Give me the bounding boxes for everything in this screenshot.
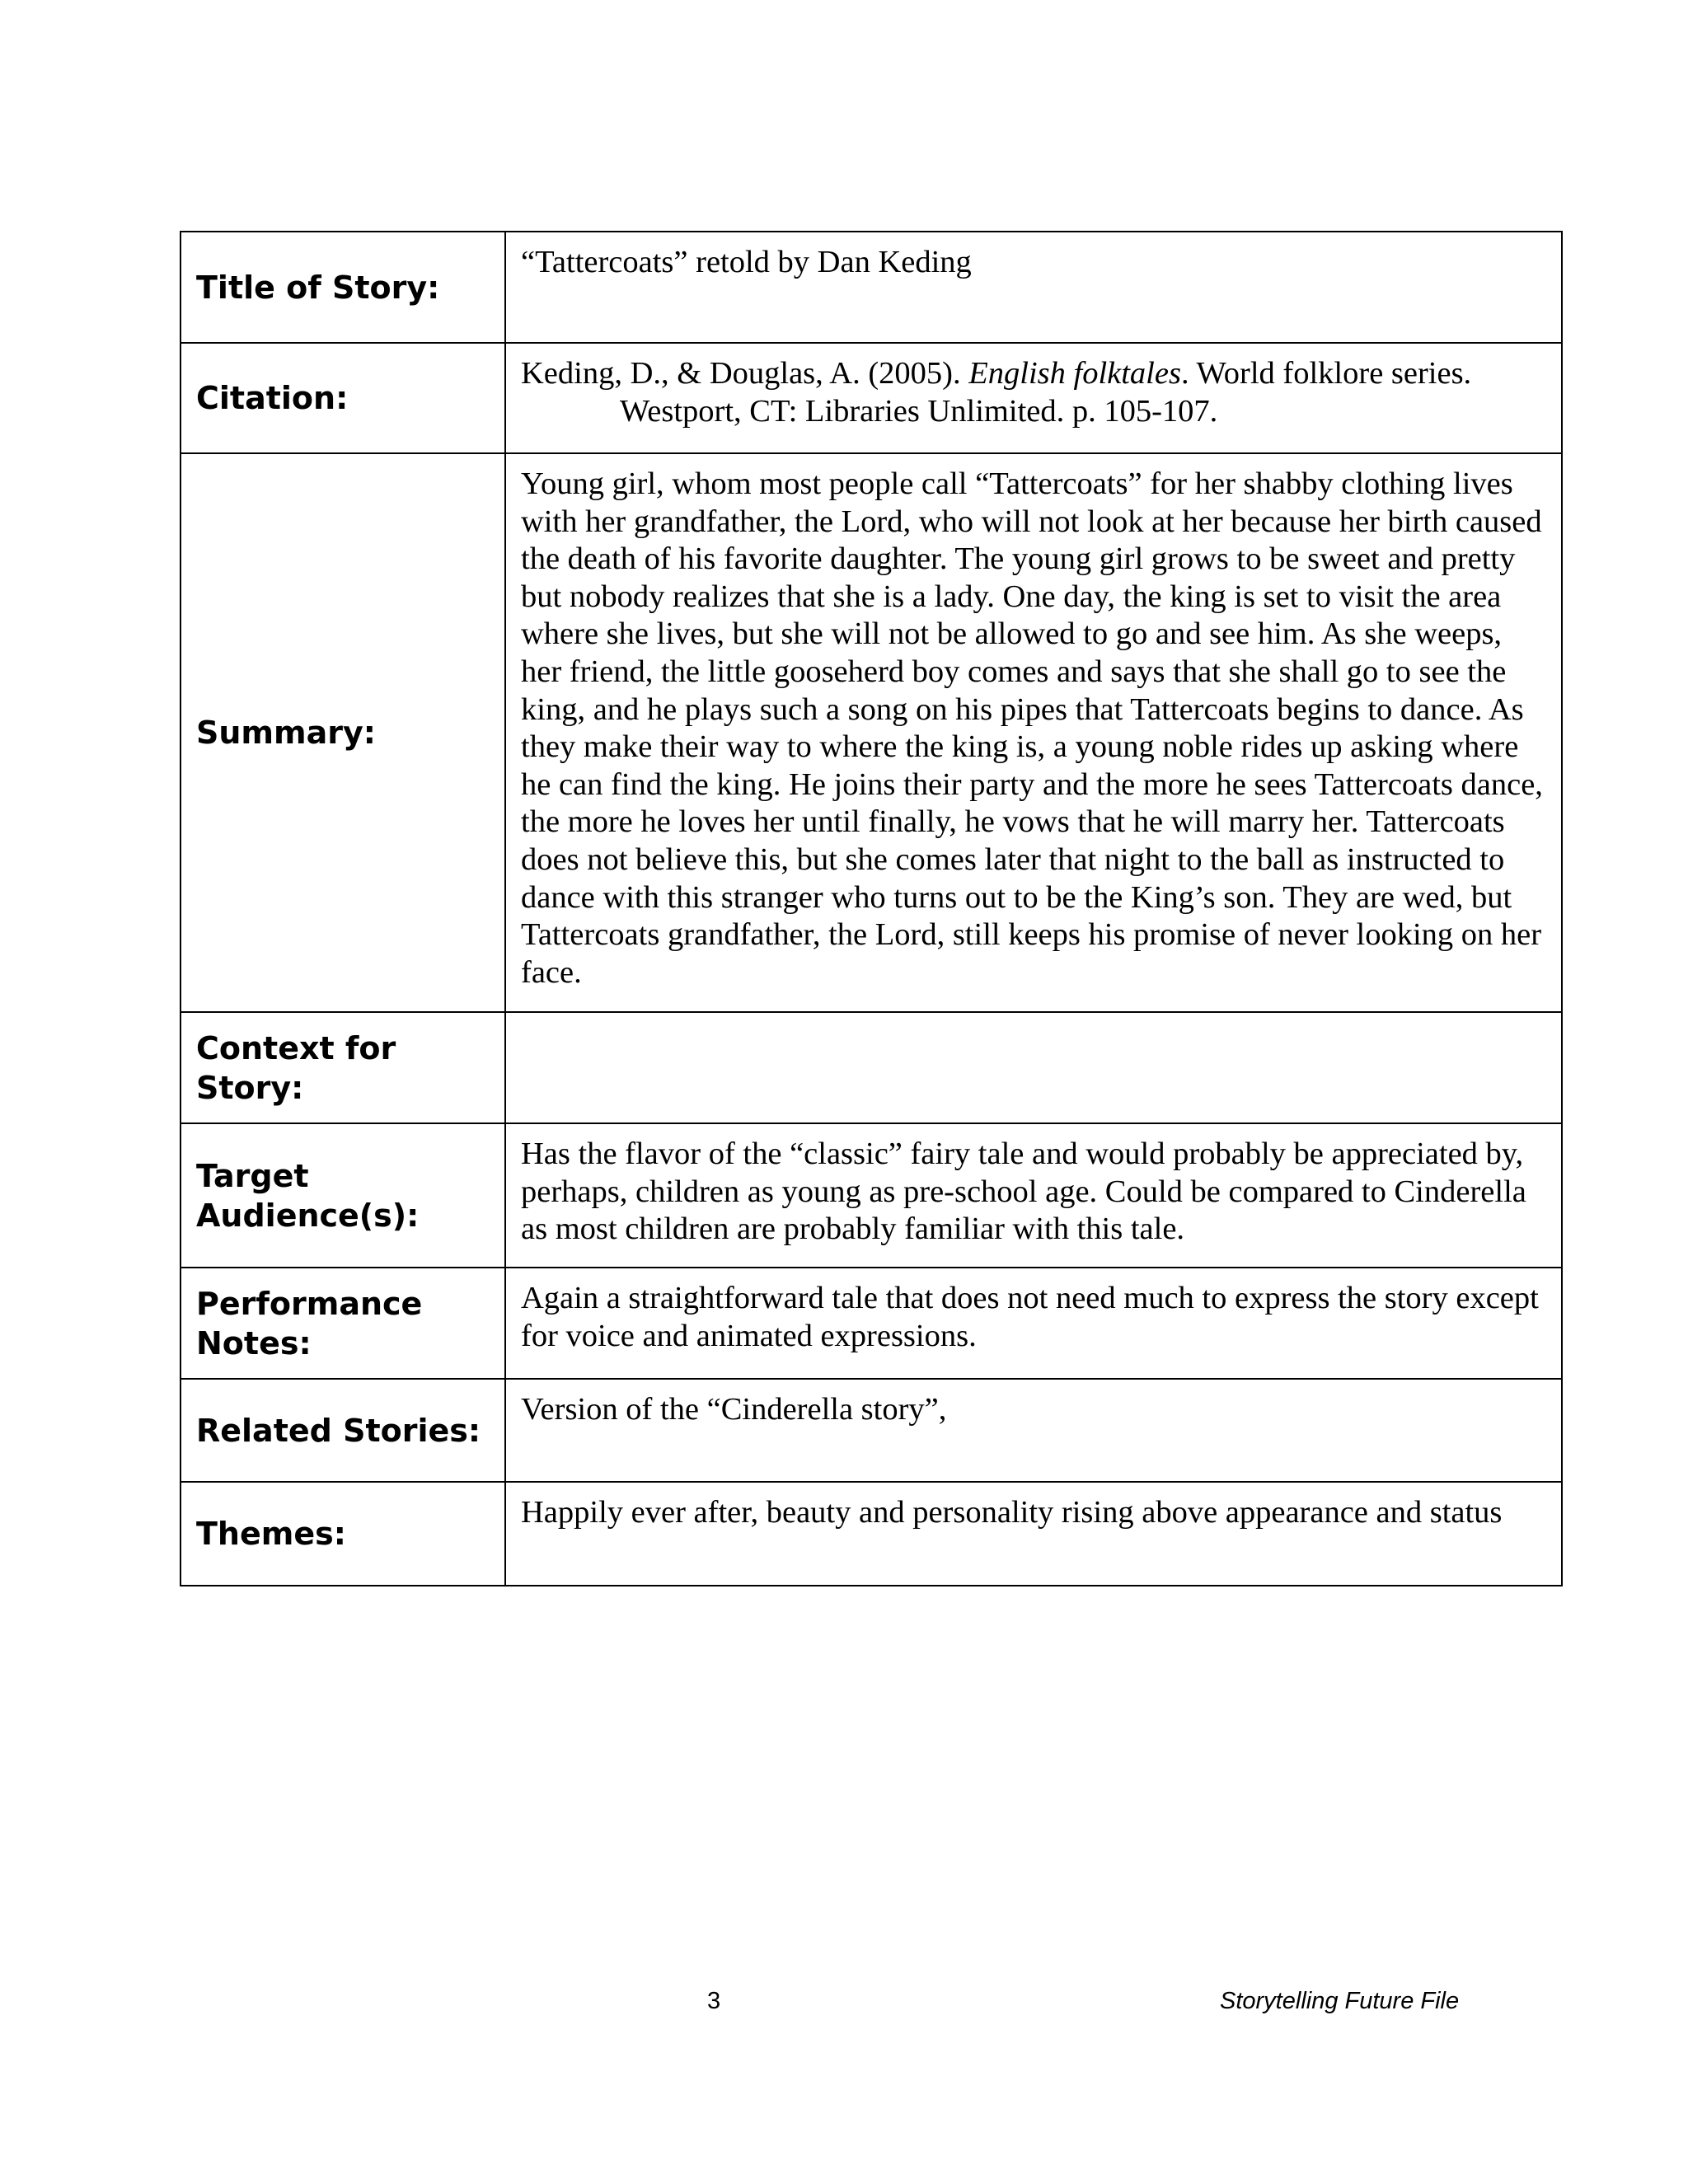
performance-label-cell <box>181 1268 505 1379</box>
performance-value: Again a straightforward tale that does not need much to express the story except for voice and animated expressions. <box>521 1281 1539 1353</box>
context-label-cell <box>181 1012 505 1123</box>
related-label: Related Stories: <box>196 1412 481 1449</box>
summary-label-cell <box>181 453 505 1012</box>
themes-label: Themes: <box>196 1516 346 1552</box>
audience-label-line1: Target <box>196 1157 309 1194</box>
table-row-audience <box>181 1123 1562 1268</box>
audience-value-cell <box>505 1123 1562 1268</box>
related-value-cell <box>505 1379 1562 1482</box>
title-label: Title of Story: <box>196 269 440 306</box>
themes-value: Happily ever after, beauty and personality rising above appearance and status <box>521 1495 1503 1530</box>
title-value: “Tattercoats” retold by Dan Keding <box>521 245 972 279</box>
themes-label-cell <box>181 1482 505 1586</box>
table-row-themes <box>181 1482 1562 1586</box>
table-row-context <box>181 1012 1562 1123</box>
context-label <box>196 1029 504 1108</box>
citation-label: Citation: <box>196 380 349 416</box>
table-row-summary <box>181 453 1562 1012</box>
context-value-cell <box>505 1012 1562 1123</box>
footer-page-number: 3 <box>707 1988 721 2014</box>
footer-document-title: Storytelling Future File <box>1220 1988 1460 2014</box>
citation-book-title: English folktales <box>968 356 1181 391</box>
audience-label-line2: Audience(s): <box>196 1197 420 1234</box>
performance-label-line1: Performance <box>196 1285 423 1322</box>
context-label-line1: Context for <box>196 1029 396 1066</box>
table-row-related <box>181 1379 1562 1482</box>
citation-line2: Westport, CT: Libraries Unlimited. p. 105-107. <box>620 393 1218 429</box>
table-row-citation <box>181 343 1562 453</box>
summary-value-cell <box>505 453 1562 1012</box>
performance-value-cell <box>505 1268 1562 1379</box>
story-info-table <box>180 231 1563 1586</box>
performance-label-line2: Notes: <box>196 1324 312 1361</box>
audience-label <box>196 1156 504 1235</box>
summary-label: Summary: <box>196 715 376 751</box>
citation-value <box>521 355 1546 430</box>
title-value-cell <box>505 232 1562 343</box>
citation-line1-pre: Keding, D., & Douglas, A. (2005). <box>521 356 969 391</box>
audience-label-cell <box>181 1123 505 1268</box>
title-label-cell <box>181 232 505 343</box>
performance-label <box>196 1284 504 1363</box>
themes-value-cell <box>505 1482 1562 1586</box>
related-value: Version of the “Cinderella story”, <box>521 1392 947 1427</box>
table-row-title <box>181 232 1562 343</box>
citation-value-cell <box>505 343 1562 453</box>
citation-line1-post: . World folklore series. <box>1180 356 1472 391</box>
audience-value: Has the flavor of the “classic” fairy tale and would probably be appreciated by, perhaps, children as young as pre-school age. Could be compared to Cinderella as most children are probably familiar with this tale. <box>521 1137 1526 1247</box>
related-label-cell <box>181 1379 505 1482</box>
context-label-line2: Story: <box>196 1069 304 1106</box>
summary-value: Young girl, whom most people call “Tattercoats” for her shabby clothing lives with her grandfather, the Lord, who will not look at her because her birth caused the death of his favorite daughter. The young girl grows to be sweet and pretty but nobody realizes that she is a lady. One day, the king is set to visit the area where she lives, but she will not be allowed to go and see him. As she weeps, her friend, the little gooseherd boy comes and says that she shall go to see the king, and he plays such a song on his pipes that Tattercoats begins to dance. As they make their way to where the king is, a young noble rides up asking where he can find the king. He joins their party and the more he sees Tattercoats dance, the more he loves her until finally, he vows that he will marry her. Tattercoats does not believe this, but she comes later that night to the ball as instructed to dance with this stranger who turns out to be the King’s son. They are wed, but Tattercoats grandfather, the Lord, still keeps his promise of never looking on her face. <box>521 466 1543 990</box>
citation-label-cell <box>181 343 505 453</box>
table-row-performance <box>181 1268 1562 1379</box>
